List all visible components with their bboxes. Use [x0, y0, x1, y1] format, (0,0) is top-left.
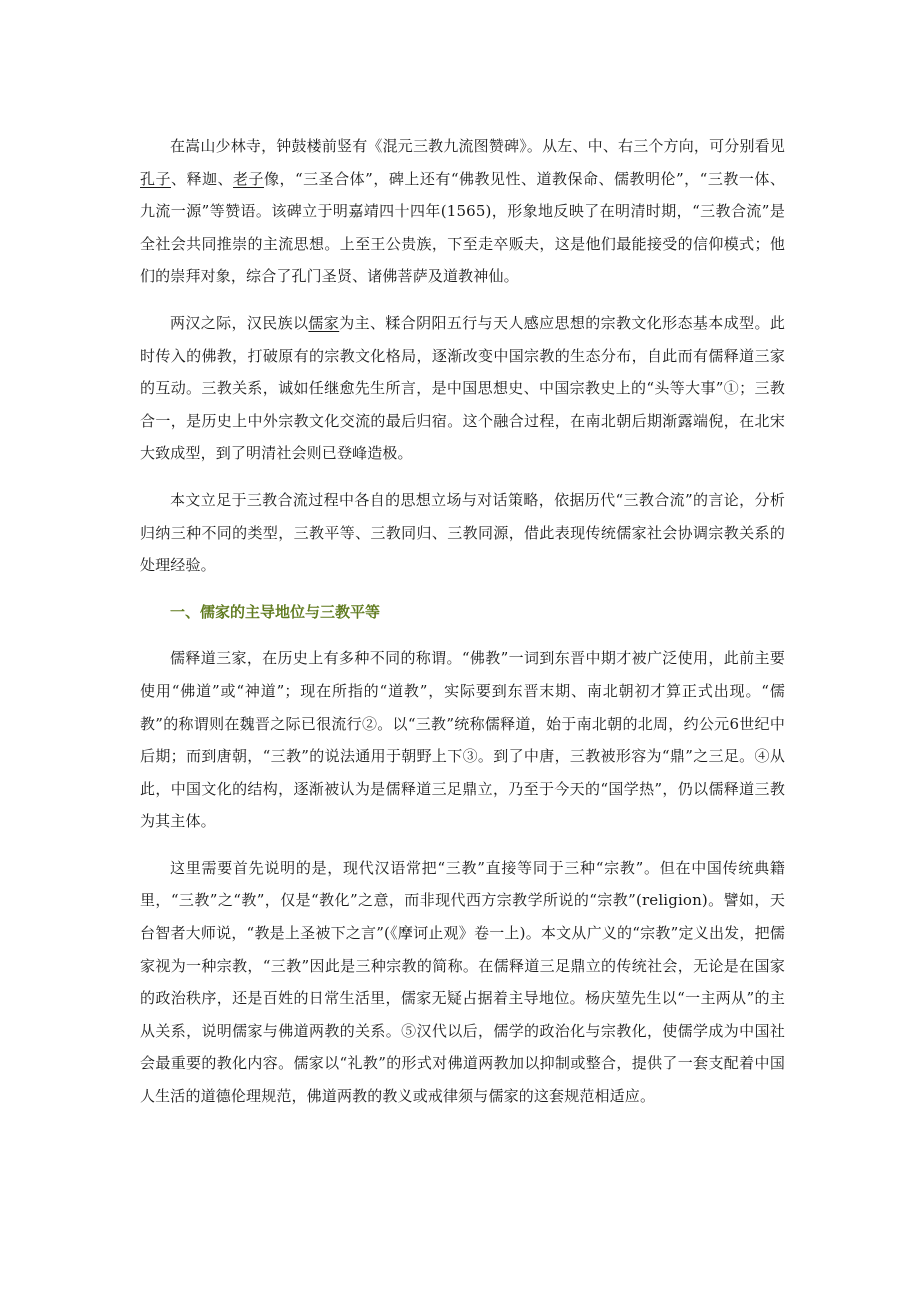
paragraph-text: 两汉之际，汉民族以 [170, 313, 309, 332]
link-laozi[interactable]: 老子 [233, 169, 264, 188]
paragraph-text: 在嵩山少林寺，钟鼓楼前竖有《混元三教九流图赞碑》。从左、中、右三个方向，可分别看见 [170, 137, 785, 155]
link-confucianism[interactable]: 儒家 [308, 313, 340, 332]
link-confucius[interactable]: 孔子 [140, 169, 171, 188]
document-body [140, 130, 785, 1127]
paragraph-purpose: 本文立足于三教合流过程中各自的思想立场与对话策略，依据历代“三教合流”的言论，分析归纳三种不同的类型，三教平等、三教同归、三教同源，借此表现传统儒家社会协调宗教关系的处理经验。 [140, 490, 785, 575]
paragraph-names: 儒释道三家，在历史上有多种不同的称谓。“佛教”一词到东晋中期才被广泛使用，此前主要使用“佛道”或“神道”；现在所指的“道教”，实际要到东晋末期、南北朝初才算正式出现。“儒教”的称谓则在魏晋之际已很流行②。以“三教”统称儒释道，始于南北朝的北周，约公元6世纪中后期；而到唐朝，“三教”的说法通用于朝野上下③。到了中唐，三教被形容为“鼎”之三足。④从此，中国文化的结构，逐渐被认为是儒释道三足鼎立，乃至于今天的“国学热”，仍以儒释道三教为其主体。 [140, 649, 785, 831]
paragraph-text: 为主、糅合阴阳五行与天人感应思想的宗教文化形态基本成型。此时传入的佛教，打破原有的宗教文化格局，逐渐改变中国宗教的生态分布，自此而有儒释道三家的互动。三教关系，诚如任继愈先生所言，是中国思想史、中国宗教史上的“头等大事”①；三教合一，是历史上中外宗教文化交流的最后归宿。这个融合过程，在南北朝后期渐露端倪，在北宋大致成型，到了明清社会则已登峰造极。 [140, 313, 785, 463]
section-heading: 一、儒家的主导地位与三教平等 [170, 602, 381, 621]
paragraph-intro [140, 130, 785, 293]
paragraph-definition: 这里需要首先说明的是，现代汉语常把“三教”直接等同于三种“宗教”。但在中国传统典籍里，“三教”之“教”，仅是“教化”之意，而非现代西方宗教学所说的“宗教”(religion)。譬如，天台智者大师说，“教是上圣被下之言”(《摩诃止观》卷一上)。本文从广义的“宗教”定义出发，把儒家视为一种宗教，“三教”因此是三种宗教的简称。在儒释道三足鼎立的传统社会，无论是在国家的政治秩序，还是百姓的日常生活里，儒家无疑占据着主导地位。杨庆堃先生以“一主两从”的主从关系，说明儒家与佛道两教的关系。⑤汉代以后，儒学的政治化与宗教化，使儒学成为中国社会最重要的教化内容。儒家以“礼教”的形式对佛道两教加以抑制或整合，提供了一套支配着中国人生活的道德伦理规范，佛道两教的教义或戒律须与儒家的这套规范相适应。 [140, 858, 785, 1106]
paragraph-text: 像，“三圣合体”，碑上还有“佛教见性、道教保命、儒教明伦”，“三教一体、九流一源”等赞语。该碑立于明嘉靖四十四年(1565)，形象地反映了在明清时期，“三教合流”是全社会共同推崇的主流思想。上至王公贵族，下至走卒贩夫，这是他们最能接受的信仰模式；他们的崇拜对象，综合了孔门圣贤、诸佛菩萨及道教神仙。 [140, 169, 785, 286]
paragraph-han [140, 307, 785, 470]
paragraph-text: 、释迦、 [171, 169, 233, 188]
